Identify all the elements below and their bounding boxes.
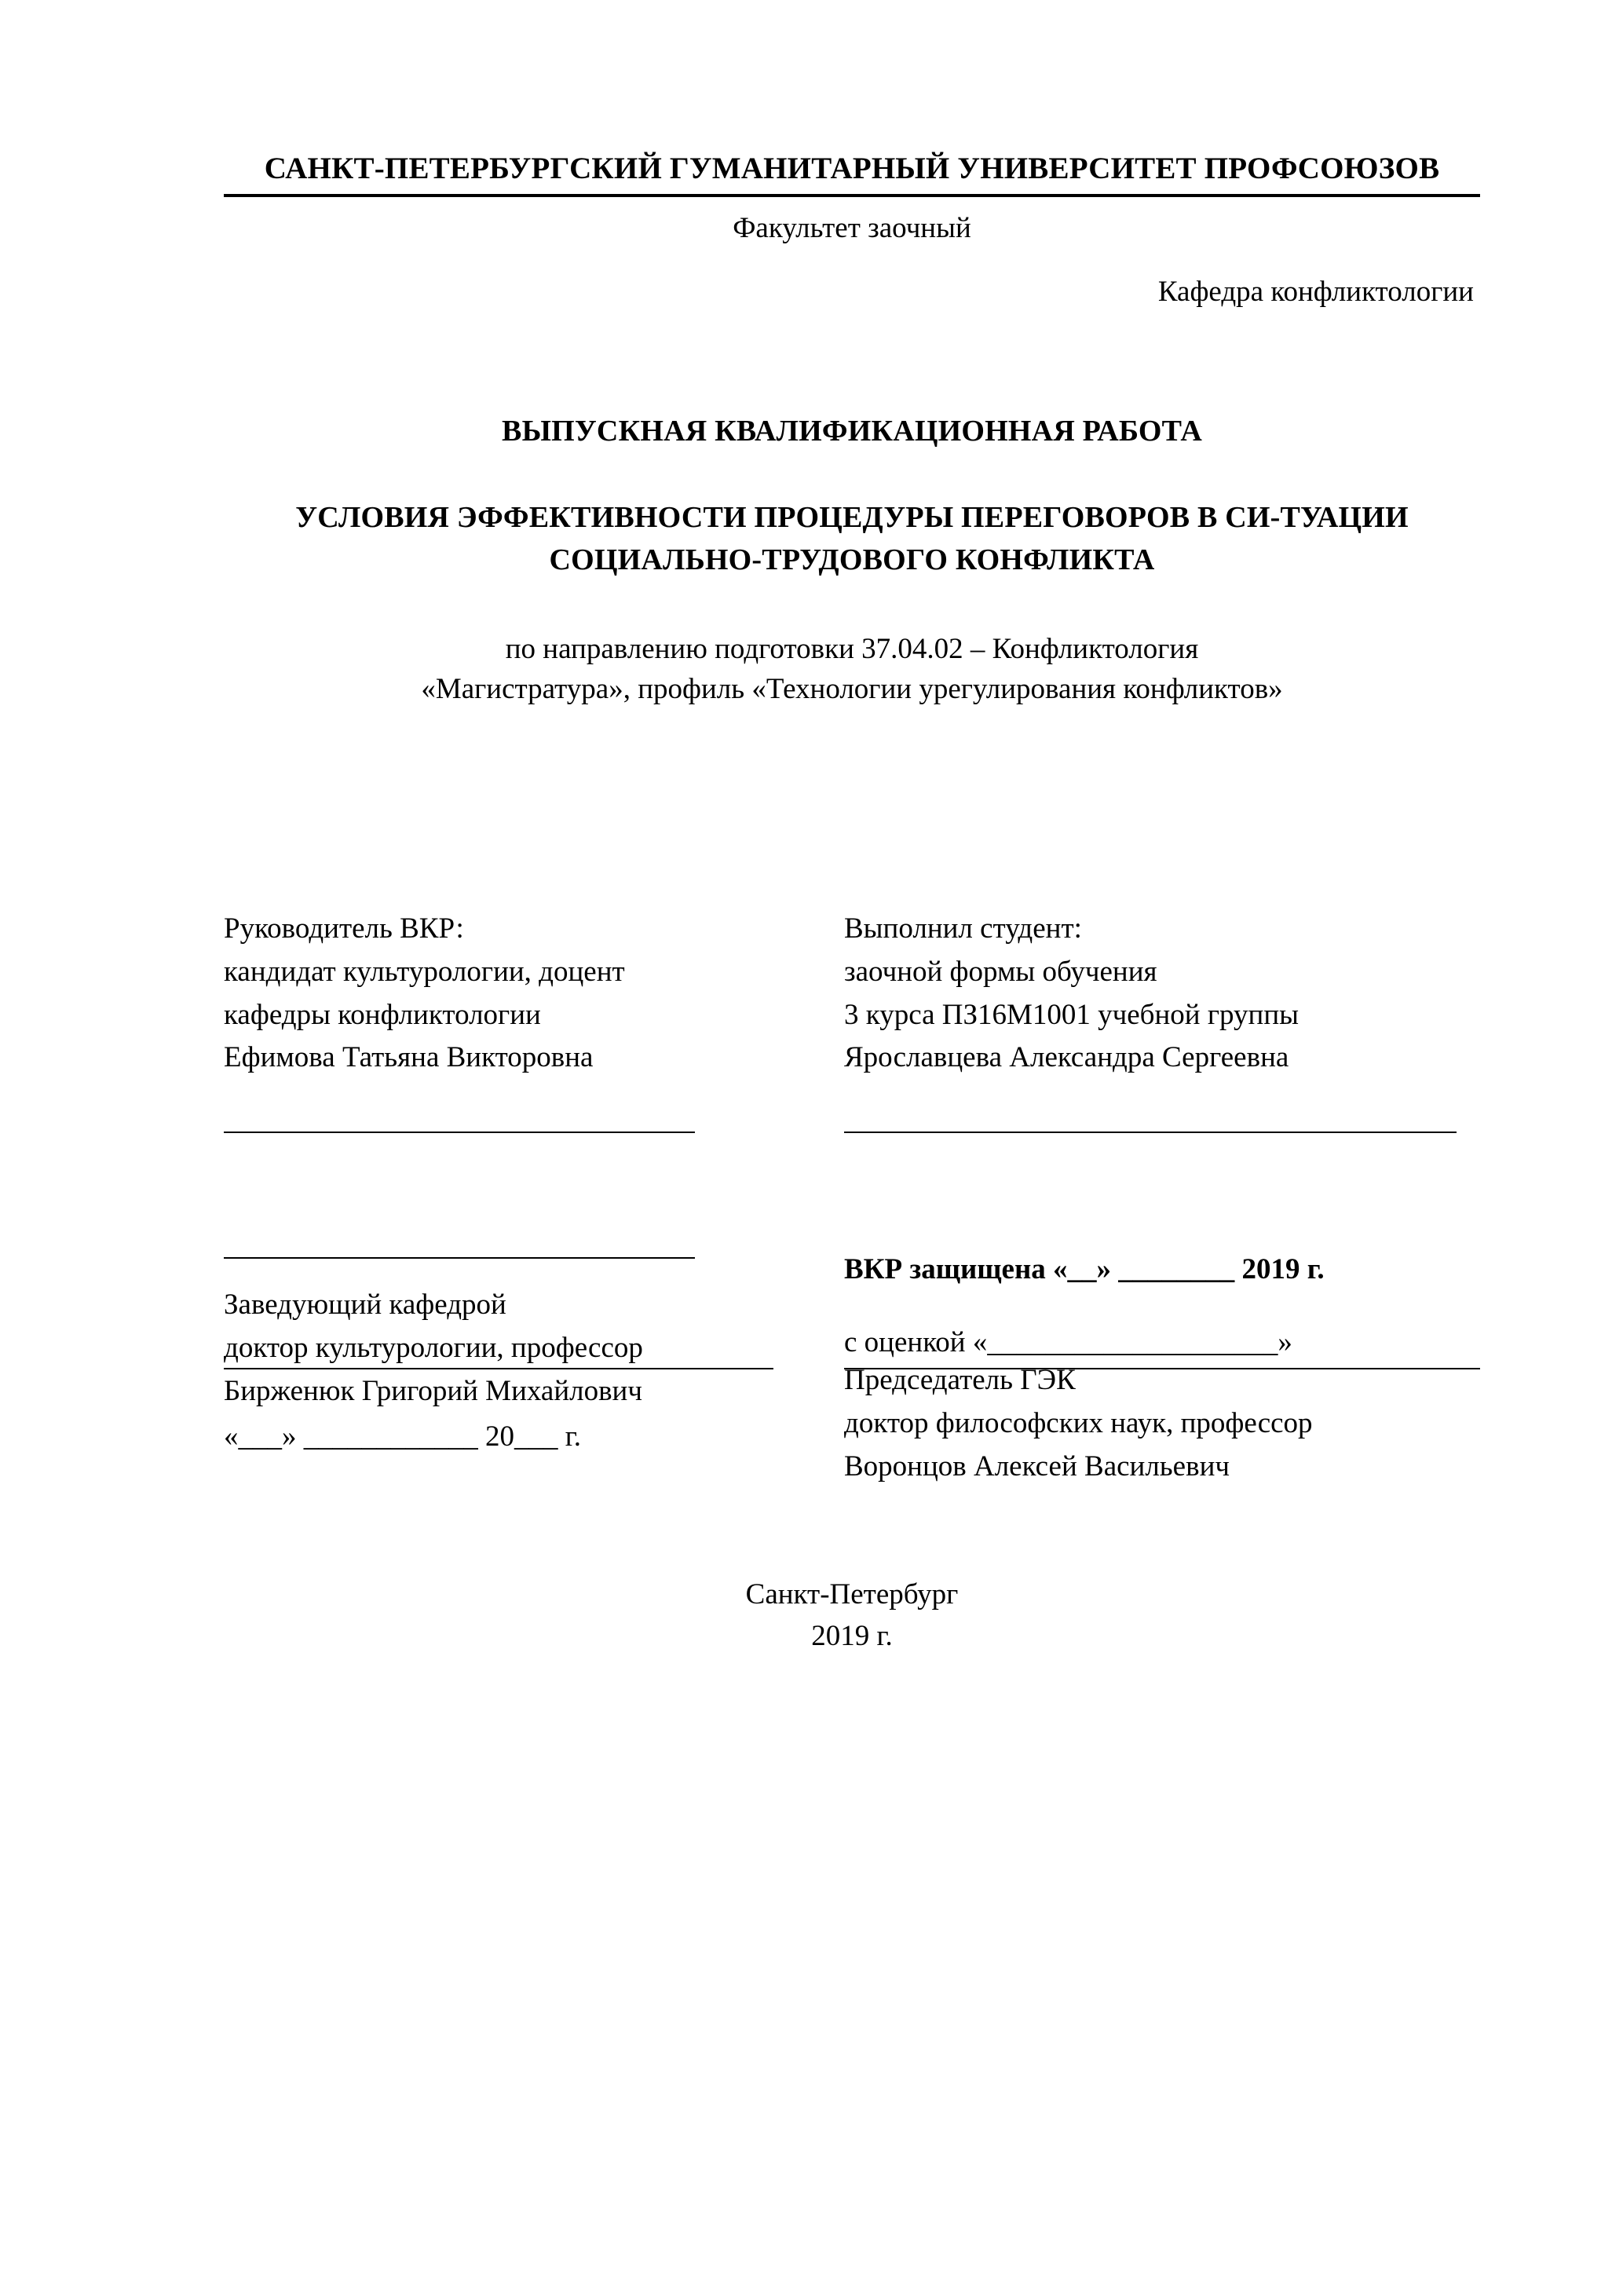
direction-line-2: «Магистратура», профиль «Технологии урегулирования конфликтов»	[421, 673, 1283, 706]
thesis-title: УСЛОВИЯ ЭФФЕКТИВНОСТИ ПРОЦЕДУРЫ ПЕРЕГОВОРОВ В СИ-ТУАЦИИ СОЦИАЛЬНО-ТРУДОВОГО КОНФЛИКТА	[295, 500, 1409, 576]
header-divider	[224, 194, 1480, 197]
department-name: Кафедра конфликтологии	[1157, 275, 1474, 308]
defense-date-line: ВКР защищена «__» ________ 2019 г.	[844, 1253, 1325, 1286]
document-date-line: «___» ____________ 20___ г.	[224, 1420, 582, 1453]
year-label: 2019 г.	[811, 1619, 893, 1652]
head-of-department-role-label: Заведующий кафедрой	[224, 1289, 506, 1322]
supervisor-degree: кандидат культурологии, доцент	[224, 955, 625, 988]
student-signature-line	[844, 1132, 1457, 1133]
university-name: САНКТ-ПЕТЕРБУРГСКИЙ ГУМАНИТАРНЫЙ УНИВЕРСИТЕТ ПРОФСОЮЗОВ	[264, 152, 1440, 185]
faculty-name: Факультет заочный	[733, 211, 971, 244]
supervisor-department: кафедры конфликтологии	[224, 998, 541, 1031]
student-group: 3 курса ПЗ16М1001 учебной группы	[844, 998, 1299, 1031]
signature-column-left	[224, 908, 836, 1413]
bottom-signature-line-left	[224, 1368, 773, 1369]
head-of-department-degree: доктор культурологии, профессор	[224, 1331, 643, 1364]
city-label: Санкт-Петербург	[745, 1578, 959, 1611]
title-page-content	[224, 149, 1480, 1657]
student-name: Ярославцева Александра Сергеевна	[844, 1041, 1289, 1074]
gec-chair-name: Воронцов Алексей Васильевич	[844, 1450, 1230, 1483]
bottom-signature-line-right	[844, 1368, 1480, 1369]
supervisor-role-label: Руководитель ВКР:	[224, 912, 464, 945]
student-role-label: Выполнил студент:	[844, 912, 1082, 945]
head-of-department-name: Бирженюк Григорий Михайлович	[224, 1374, 642, 1407]
supervisor-signature-line	[224, 1132, 695, 1133]
signature-column-right	[844, 908, 1480, 1488]
supervisor-name: Ефимова Татьяна Викторовна	[224, 1041, 594, 1074]
bottom-signature-lines	[224, 1368, 1480, 1376]
work-type-heading: ВЫПУСКНАЯ КВАЛИФИКАЦИОННАЯ РАБОТА	[502, 414, 1202, 448]
gec-chair-label: Председатель ГЭК	[844, 1364, 1076, 1397]
gec-chair-degree: доктор философских наук, профессор	[844, 1406, 1313, 1439]
direction-line-1: по направлению подготовки 37.04.02 – Конфликтология	[505, 632, 1199, 665]
student-form: заочной формы обучения	[844, 955, 1157, 988]
defense-grade-line: с оценкой «____________________»	[844, 1326, 1292, 1359]
